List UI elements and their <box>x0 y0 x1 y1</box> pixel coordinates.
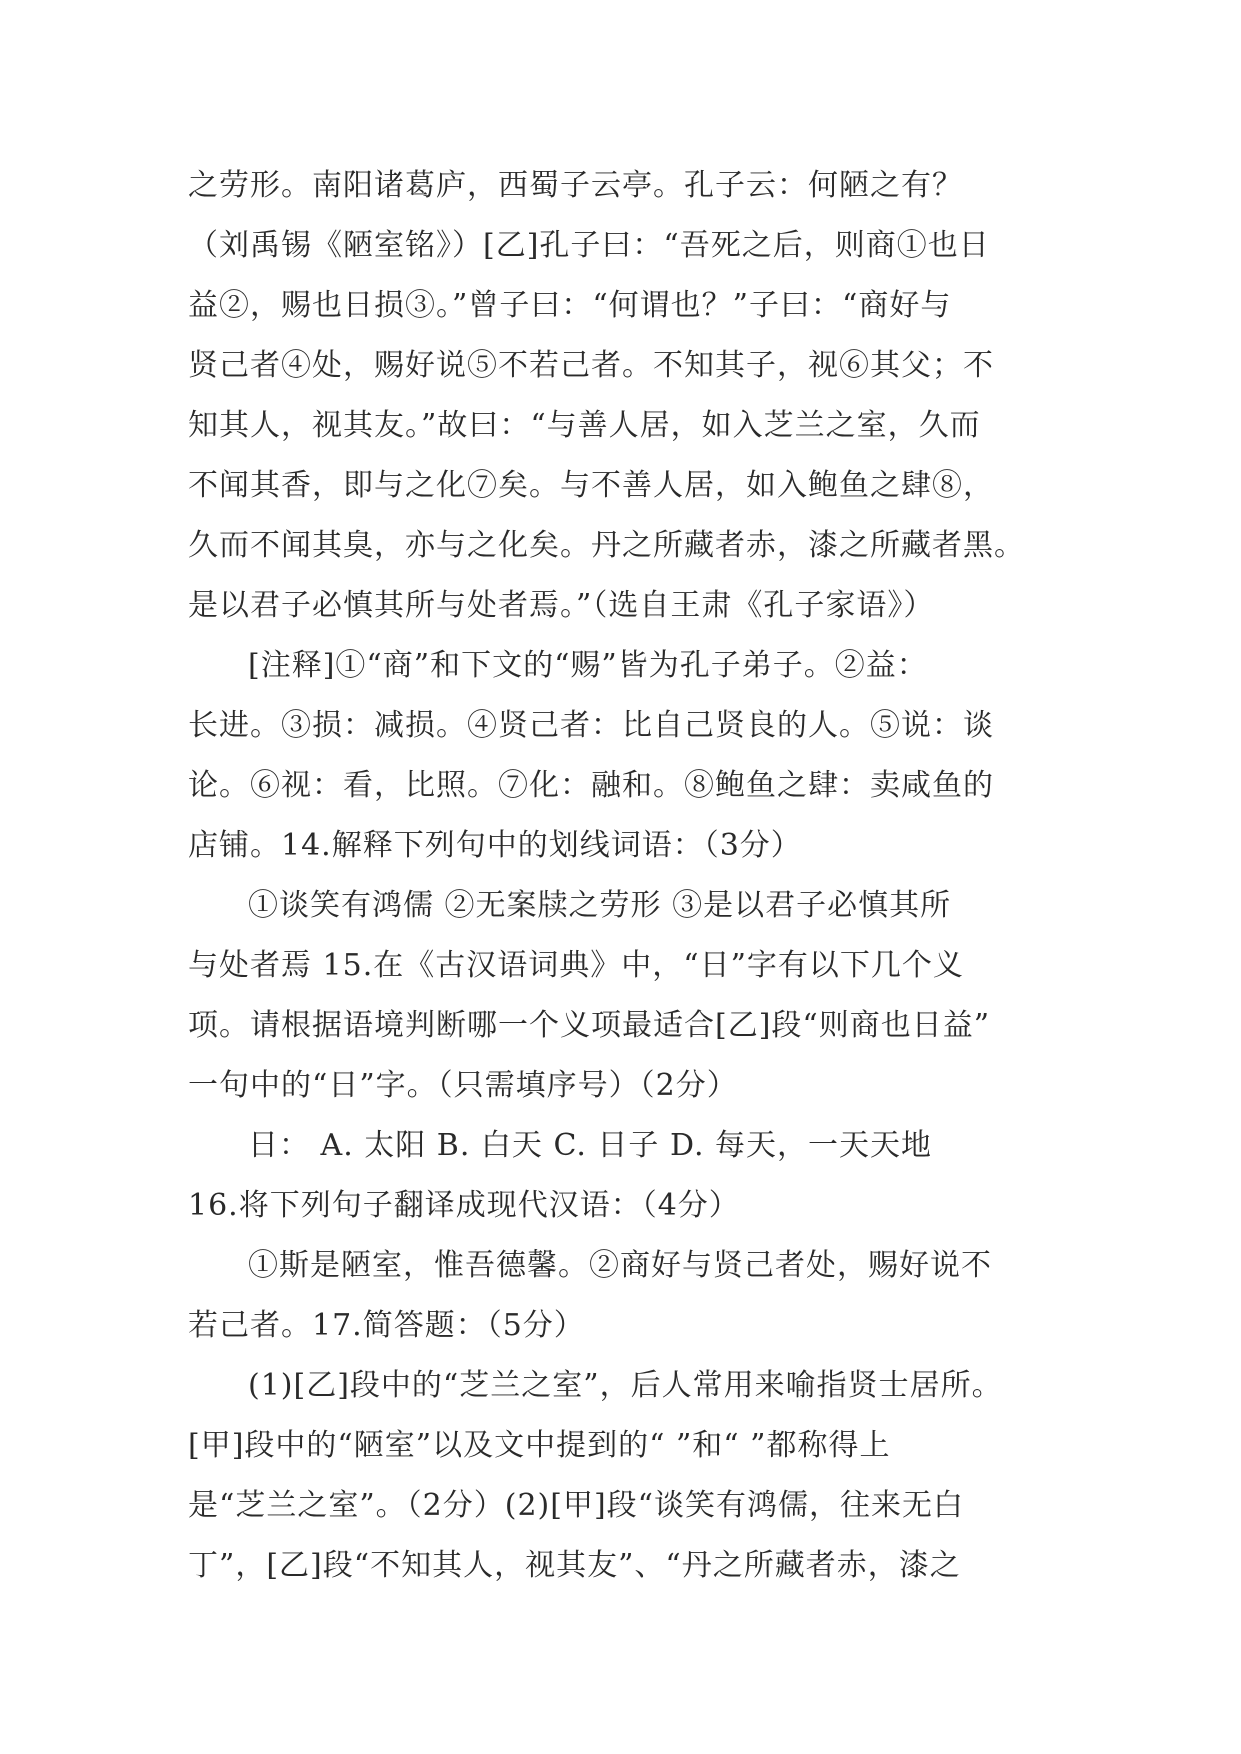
text-line: ①谈笑有鸿儒 ②无案牍之劳形 ③是以君子必慎其所 <box>248 888 952 923</box>
options-line: 日： A. 太阳 B. 白天 C. 日子 D. 每天，一天天地 <box>248 1128 933 1163</box>
text-line: 是以君子必慎其所与处者焉。”（选自王肃《孔子家语》） <box>188 588 935 623</box>
text-line: 益②，赐也日损③。”曾子曰：“何谓也？”子曰：“商好与 <box>188 288 952 323</box>
text-line: [甲]段中的“陋室”以及文中提到的“ ”和“ ”都称得上 <box>188 1428 891 1463</box>
text-line: 长进。③损：减损。④贤己者：比自己贤良的人。⑤说：谈 <box>188 708 994 743</box>
question-14-line: 店铺。14.解释下列句中的划线词语：（3分） <box>188 828 802 863</box>
text-line: （刘禹锡《陋室铭》）[乙]孔子曰：“吾死之后，则商①也日 <box>188 228 990 263</box>
question-16-line: 16.将下列句子翻译成现代汉语：（4分） <box>188 1188 740 1223</box>
text-line: ①斯是陋室，惟吾德馨。②商好与贤己者处，赐好说不 <box>248 1248 992 1283</box>
annotation-line: [注释]①“商”和下文的“赐”皆为孔子弟子。②益： <box>248 648 928 683</box>
text-line: 知其人，视其友。”故曰：“与善人居，如入芝兰之室，久而 <box>188 408 981 443</box>
question-15-line: 与处者焉 15.在《古汉语词典》中，“日”字有以下几个义 <box>188 948 964 983</box>
text-line: 项。请根据语境判断哪一个义项最适合[乙]段“则商也日益” <box>188 1008 991 1043</box>
text-line: 之劳形。南阳诸葛庐，西蜀子云亭。孔子云：何陋之有？ <box>188 168 963 203</box>
text-line: 丁”，[乙]段“不知其人，视其友”、“丹之所藏者赤，漆之 <box>188 1548 961 1583</box>
text-line: 贤己者④处，赐好说⑤不若己者。不知其子，视⑥其父；不 <box>188 348 994 383</box>
text-line: 是“芝兰之室”。（2分）(2)[甲]段“谈笑有鸿儒，往来无白 <box>188 1488 965 1523</box>
text-line: 论。⑥视：看，比照。⑦化：融和。⑧鲍鱼之肆：卖咸鱼的 <box>188 768 994 803</box>
text-line: 一句中的“日”字。（只需填序号）（2分） <box>188 1068 738 1103</box>
question-17-line: 若己者。17.简答题：（5分） <box>188 1308 585 1343</box>
text-line: (1)[乙]段中的“芝兰之室”，后人常用来喻指贤士居所。 <box>248 1368 1003 1403</box>
text-line: 不闻其香，即与之化⑦矣。与不善人居，如入鲍鱼之肆⑧， <box>188 468 994 503</box>
text-line: 久而不闻其臭，亦与之化矣。丹之所藏者赤，漆之所藏者黑。 <box>188 528 1025 563</box>
document-text <box>188 156 1068 1596</box>
